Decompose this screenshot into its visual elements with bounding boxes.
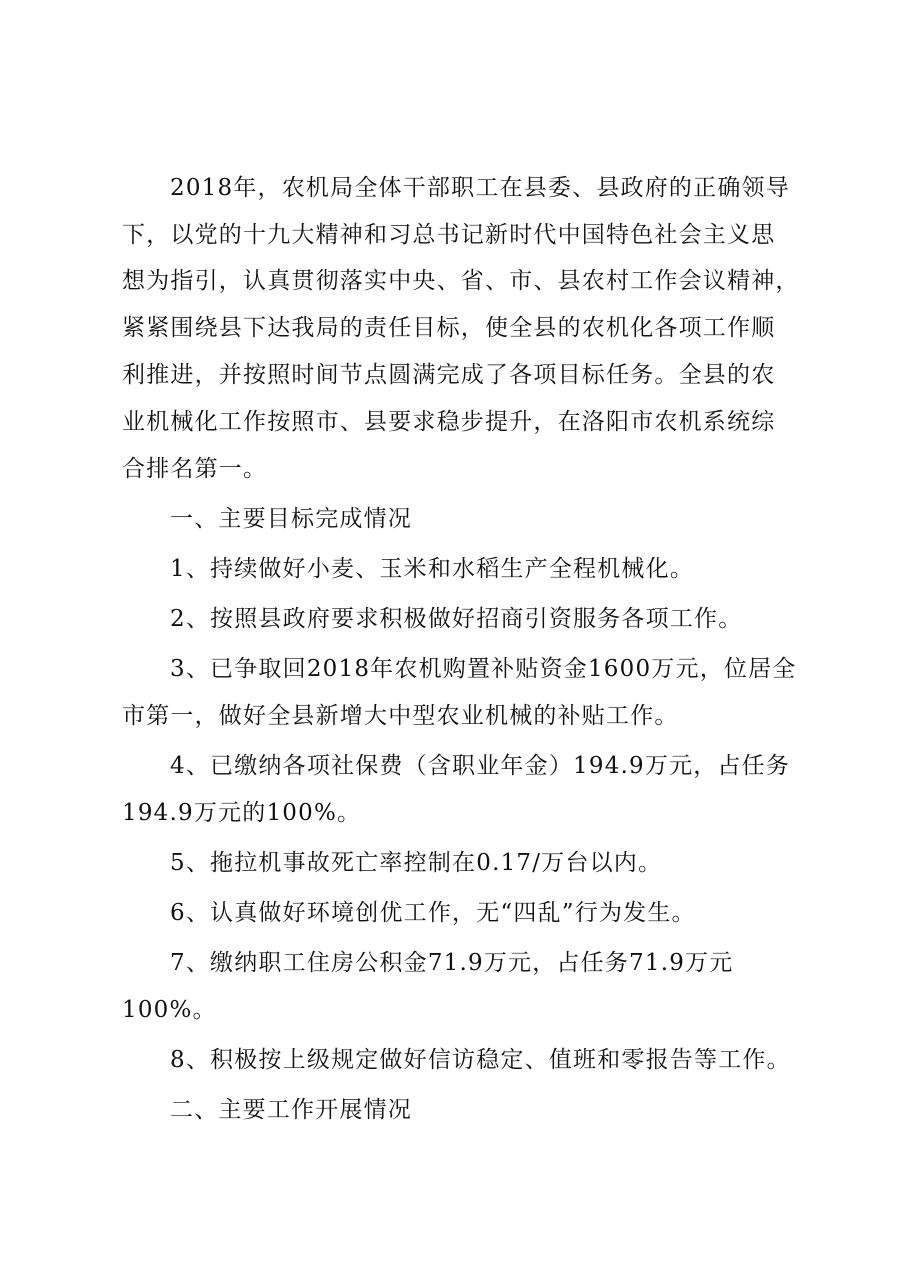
paragraph-intro-line-1: 2018年，农机局全体干部职工在县委、县政府的正确领导 xyxy=(170,175,790,201)
item-7-line-2: 100%。 xyxy=(122,997,217,1023)
item-4-line-1: 4、已缴纳各项社保费（含职业年金）194.9万元，占任务 xyxy=(170,753,791,779)
item-4-line-2: 194.9万元的100%。 xyxy=(122,800,362,826)
item-2: 2、按照县政府要求积极做好招商引资服务各项工作。 xyxy=(170,606,743,632)
paragraph-intro-line-5: 利推进，并按照时间节点圆满完成了各项目标任务。全县的农 xyxy=(122,362,776,388)
item-1: 1、持续做好小麦、玉米和水稻生产全程机械化。 xyxy=(170,556,695,582)
paragraph-intro-line-4: 紧紧围绕县下达我局的责任目标，使全县的农机化各项工作顺 xyxy=(122,315,776,341)
item-5: 5、拖拉机事故死亡率控制在0.17/万台以内。 xyxy=(170,850,663,876)
item-3-line-2: 市第一，做好全县新增大中型农业机械的补贴工作。 xyxy=(122,703,679,729)
item-7-line-1: 7、缴纳职工住房公积金71.9万元，占任务71.9万元 xyxy=(170,950,734,976)
paragraph-intro-line-3: 想为指引，认真贯彻落实中央、省、市、县农村工作会议精神， xyxy=(122,268,800,294)
paragraph-intro-line-2: 下，以党的十九大精神和习总书记新时代中国特色社会主义思 xyxy=(122,222,776,248)
section-heading-2: 二、主要工作开展情况 xyxy=(170,1097,412,1123)
section-heading-1: 一、主要目标完成情况 xyxy=(170,506,412,532)
item-8: 8、积极按上级规定做好信访稳定、值班和零报告等工作。 xyxy=(170,1047,791,1073)
paragraph-intro-line-6: 业机械化工作按照市、县要求稳步提升，在洛阳市农机系统综 xyxy=(122,409,776,435)
item-6: 6、认真做好环境创优工作，无“四乱”行为发生。 xyxy=(170,900,696,926)
item-3-line-1: 3、已争取回2018年农机购置补贴资金1600万元，位居全 xyxy=(170,656,797,682)
paragraph-intro-line-7: 合排名第一。 xyxy=(122,456,268,482)
